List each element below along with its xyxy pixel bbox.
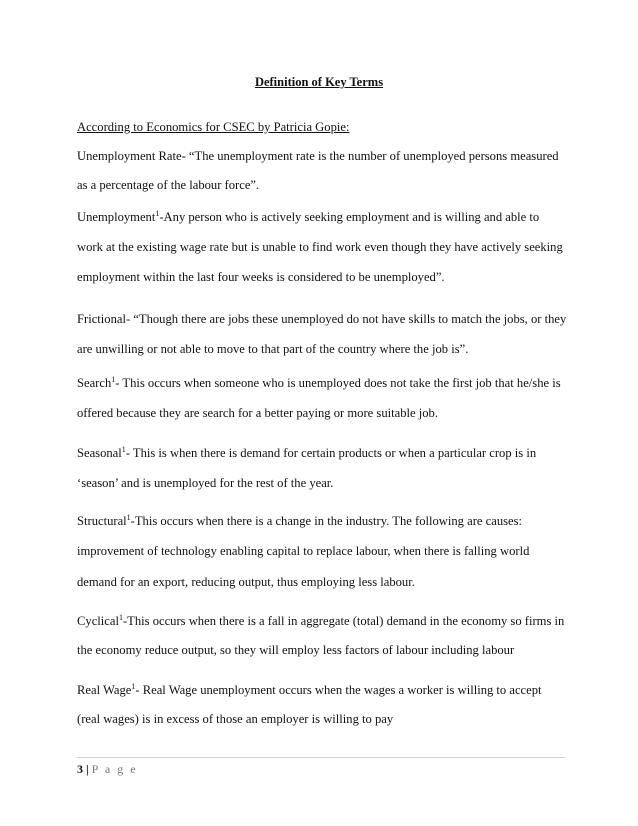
unemployment-line-2: work at the existing wage rate but is unable to find work even though they have actively seeking xyxy=(77,240,563,254)
unemployment-line-3: employment within the last four weeks is considered to be unemployed”. xyxy=(77,270,445,284)
footnote-ref: 1 xyxy=(126,513,131,522)
footnote-ref: 1 xyxy=(121,445,126,454)
structural-term: Structural xyxy=(77,514,127,528)
search-line-2: offered because they are search for a better paying or more suitable job. xyxy=(77,406,438,420)
seasonal-text: - This is when there is demand for certain products or when a particular crop is in xyxy=(125,446,537,460)
search-text: - This occurs when someone who is unemployed does not take the first job that he/she is xyxy=(115,376,561,390)
seasonal-line-1 xyxy=(77,446,536,460)
search-line-1 xyxy=(77,376,561,390)
footer-separator: | xyxy=(86,762,89,776)
unemployment-rate-line-1: Unemployment Rate- “The unemployment rate is the number of unemployed persons measured xyxy=(77,149,559,163)
structural-text: -This occurs when there is a change in the industry. The following are causes: xyxy=(130,514,523,528)
unemployment-line-1 xyxy=(77,210,539,224)
cyclical-term: Cyclical xyxy=(77,614,119,628)
footer-divider xyxy=(77,757,565,758)
source-line: According to Economics for CSEC by Patricia Gopie: xyxy=(77,120,350,134)
structural-line-1 xyxy=(77,514,522,528)
search-term: Search xyxy=(77,376,112,390)
page-footer xyxy=(77,762,138,777)
cyclical-text: -This occurs when there is a fall in aggregate (total) demand in the economy so firms in xyxy=(122,614,565,628)
real-wage-line-2: (real wages) is in excess of those an employer is willing to pay xyxy=(77,712,394,726)
cyclical-line-2: the economy reduce output, so they will employ less factors of labour including labour xyxy=(77,643,515,657)
footnote-ref: 1 xyxy=(155,209,160,218)
page-title: Definition of Key Terms xyxy=(254,75,384,89)
unemployment-rate-line-2: as a percentage of the labour force”. xyxy=(77,178,260,192)
footnote-ref: 1 xyxy=(118,613,123,622)
seasonal-term: Seasonal xyxy=(77,446,122,460)
frictional-line-2: are unwilling or not able to move to that part of the country where the job is”. xyxy=(77,342,469,356)
cyclical-line-1 xyxy=(77,614,564,628)
structural-line-2: improvement of technology enabling capital to replace labour, when there is falling world xyxy=(77,544,530,558)
unemployment-term: Unemployment xyxy=(77,210,156,224)
unemployment-text: -Any person who is actively seeking employment and is willing and able to xyxy=(159,210,540,224)
footnote-ref: 1 xyxy=(131,682,136,691)
footnote-ref: 1 xyxy=(111,375,116,384)
real-wage-term: Real Wage xyxy=(77,683,132,697)
page-label: P a g e xyxy=(91,762,138,776)
structural-line-3: demand for an export, reducing output, thus employing less labour. xyxy=(77,575,415,589)
real-wage-text: - Real Wage unemployment occurs when the wages a worker is willing to accept xyxy=(135,683,542,697)
frictional-line-1: Frictional- “Though there are jobs these unemployed do not have skills to match the jobs, or they xyxy=(77,312,567,326)
real-wage-line-1 xyxy=(77,683,542,697)
seasonal-line-2: ‘season’ and is unemployed for the rest of the year. xyxy=(77,476,334,490)
page-number: 3 xyxy=(77,762,83,776)
